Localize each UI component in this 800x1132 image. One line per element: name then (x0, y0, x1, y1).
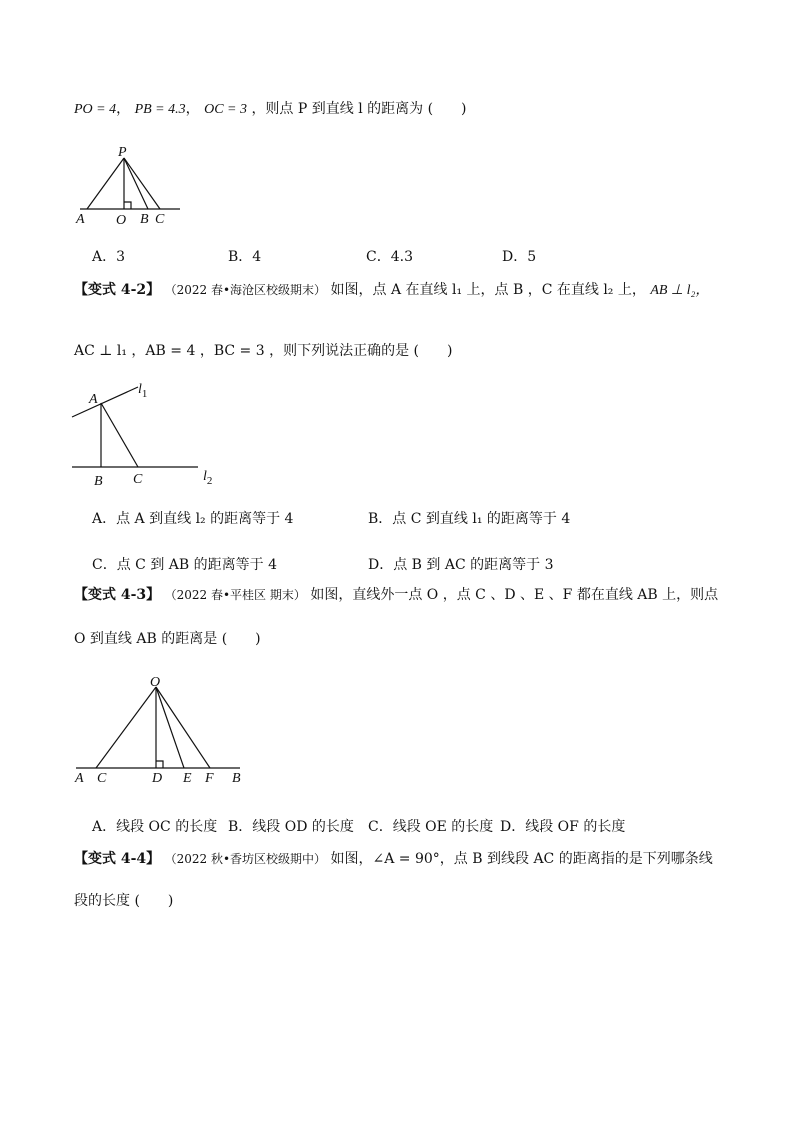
q2-source: （2022 春•海沧区校级期末） (164, 283, 327, 297)
q3-answer-paren: ( ) (221, 631, 261, 647)
q3-source: （2022 春•平桂区 期末） (164, 588, 306, 602)
q3-line2: O 到直线 AB 的距离是 (74, 631, 218, 647)
q4-header (74, 848, 713, 868)
q3-label-b: B (232, 771, 241, 786)
q1-label-c: C (155, 212, 165, 227)
q4-line2: 段的长度 (74, 893, 130, 909)
q1-option-c[interactable]: C．4.3 (366, 249, 413, 265)
q1-option-a[interactable]: A．3 (92, 249, 126, 265)
q4-line2-row (74, 890, 173, 910)
q1-option-d[interactable]: D．5 (502, 249, 537, 265)
q2-line2: AC ⊥ l₁ ，AB = 4 ，BC = 3 ，则下列说法正确的是 (74, 343, 410, 359)
q2-label-b: B (94, 474, 103, 489)
q2-option-a[interactable]: A．点 A 到直线 l₂ 的距离等于 4 (92, 511, 294, 527)
q2-label-l1: $l_1$ (138, 382, 148, 400)
q4-line1: 如图，∠A = 90°，点 B 到线段 AC 的距离指的是下列哪条线 (330, 851, 713, 867)
q3-option-d[interactable]: D．线段 OF 的长度 (500, 819, 626, 835)
q1-stem-d: ，则点 P 到直线 l 的距离为 (251, 101, 424, 117)
q3-label-f: F (205, 771, 214, 786)
q3-seg-oc (96, 687, 156, 768)
q2-label-a: A (89, 392, 98, 407)
q2-option-b[interactable]: B．点 C 到直线 l₁ 的距离等于 4 (368, 511, 571, 527)
q3-option-b[interactable]: B．线段 OD 的长度 (228, 819, 354, 835)
q1-stem-b: PB = 4.3 (134, 102, 186, 117)
q3-seg-of (156, 687, 210, 768)
q4-source: （2022 秋•香坊区校级期中） (164, 852, 327, 866)
q1-stem: PO = 4， PB = 4.3， OC = 3 ，则点 P 到直线 l 的距离为 ( ) (74, 101, 467, 117)
q1-stem-a: PO = 4 (74, 102, 117, 117)
q1-answer-paren: ( ) (427, 101, 467, 117)
q2-cond1: AB ⊥ l₂， (650, 283, 710, 298)
q3-label-e: E (183, 771, 192, 786)
q3-label-c: C (97, 771, 107, 786)
q3-tag: 【变式 4-3】 (74, 587, 161, 603)
q2-tag: 【变式 4-2】 (74, 282, 161, 298)
q2-line1: 如图，点 A 在直线 l₁ 上，点 B ，C 在直线 l₂ 上， (330, 282, 646, 298)
q2-option-d[interactable]: D．点 B 到 AC 的距离等于 3 (368, 557, 554, 573)
q2-label-l2: $l_2$ (203, 469, 213, 487)
q2-answer-paren: ( ) (413, 343, 453, 359)
q3-option-c[interactable]: C．线段 OE 的长度 (368, 819, 494, 835)
q1-label-p: P (118, 145, 127, 160)
q2-option-c[interactable]: C．点 C 到 AB 的距离等于 4 (92, 557, 277, 573)
q1-label-o: O (116, 213, 127, 228)
q3-line1: 如图，直线外一点 O ，点 C 、D 、E 、F 都在直线 AB 上，则点 (310, 587, 719, 603)
q1-stem-c: OC = 3 (204, 102, 247, 117)
q3-right-angle-mark (156, 761, 163, 768)
q3-seg-oe (156, 687, 184, 768)
q3-label-o: O (150, 675, 161, 690)
q3-label-a: A (75, 771, 84, 786)
q4-answer-paren: ( ) (134, 893, 174, 909)
q1-label-a: A (76, 212, 85, 227)
q1-option-b[interactable]: B．4 (228, 249, 262, 265)
q3-label-d: D (152, 771, 163, 786)
q4-tag: 【变式 4-4】 (74, 851, 161, 867)
q3-option-a[interactable]: A．线段 OC 的长度 (92, 819, 218, 835)
q1-label-b: B (140, 212, 149, 227)
q2-label-c: C (133, 472, 143, 487)
